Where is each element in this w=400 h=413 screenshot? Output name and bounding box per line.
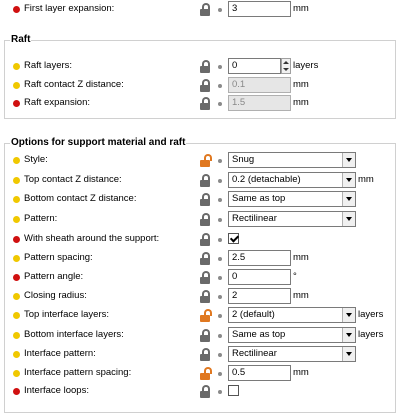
lock-icon[interactable] <box>200 3 210 16</box>
raft-contact-z-input[interactable]: 0.1 <box>228 77 291 93</box>
setting-row-sheath <box>0 230 400 250</box>
setting-label: First layer expansion: <box>24 3 115 14</box>
bullet-icon[interactable] <box>218 198 222 202</box>
setting-row-pattern <box>0 210 400 230</box>
lock-icon[interactable] <box>200 329 210 342</box>
unit-label: mm <box>293 252 309 263</box>
lock-icon[interactable] <box>200 348 210 361</box>
bullet-icon[interactable] <box>218 84 222 88</box>
mode-dot-expert <box>13 100 20 107</box>
setting-label: Closing radius: <box>24 290 87 301</box>
bullet-icon[interactable] <box>218 334 222 338</box>
mode-dot-simple <box>13 177 20 184</box>
mode-dot-expert <box>13 236 20 243</box>
setting-row-style <box>0 151 400 171</box>
setting-label: With sheath around the support: <box>24 233 160 244</box>
setting-label: Raft contact Z distance: <box>24 79 124 90</box>
interface-loops-checkbox[interactable] <box>228 385 239 396</box>
setting-label: Pattern angle: <box>24 271 84 282</box>
bullet-icon[interactable] <box>218 65 222 69</box>
unit-label: mm <box>293 3 309 14</box>
setting-label: Pattern spacing: <box>24 252 93 263</box>
setting-label: Pattern: <box>24 213 58 224</box>
setting-row-top-interface-layers <box>0 306 400 326</box>
setting-row-interface-pattern <box>0 345 400 365</box>
unit-label: mm <box>293 290 309 301</box>
lock-icon[interactable] <box>200 271 210 284</box>
setting-row-top-contact-z <box>0 171 400 191</box>
interface-pattern-select[interactable]: Rectilinear <box>228 346 356 362</box>
bullet-icon[interactable] <box>218 8 222 12</box>
setting-label: Bottom contact Z distance: <box>24 193 137 204</box>
pattern-angle-input[interactable]: 0 <box>228 269 291 285</box>
first-layer-expansion-input[interactable]: 3 <box>228 1 291 17</box>
style-select[interactable]: Snug <box>228 152 356 168</box>
lock-icon[interactable] <box>200 79 210 92</box>
setting-label: Bottom interface layers: <box>24 329 124 340</box>
setting-row-pattern-spacing <box>0 249 400 269</box>
bullet-icon[interactable] <box>218 390 222 394</box>
setting-row-interface-loops <box>0 382 400 402</box>
setting-row-raft-expansion <box>0 94 400 114</box>
setting-label: Style: <box>24 154 48 165</box>
chevron-down-icon <box>342 347 355 361</box>
bottom-interface-layers-select[interactable]: Same as top <box>228 327 356 343</box>
support-group-title: Options for support material and raft <box>11 137 186 148</box>
mode-dot-simple <box>13 370 20 377</box>
unit-label: mm <box>293 97 309 108</box>
lock-icon[interactable] <box>200 97 210 110</box>
mode-dot-simple <box>13 216 20 223</box>
closing-radius-input[interactable]: 2 <box>228 288 291 304</box>
chevron-down-icon <box>342 308 355 322</box>
setting-row-bottom-contact-z <box>0 190 400 210</box>
interface-pattern-spacing-input[interactable]: 0.5 <box>228 365 291 381</box>
bullet-icon[interactable] <box>218 238 222 242</box>
setting-row-first-layer-expansion <box>0 0 400 20</box>
setting-row-interface-pattern-spacing <box>0 364 400 384</box>
unlock-icon[interactable] <box>200 154 210 167</box>
bullet-icon[interactable] <box>218 314 222 318</box>
bullet-icon[interactable] <box>218 257 222 261</box>
mode-dot-simple <box>13 196 20 203</box>
unit-label: layers <box>358 329 384 340</box>
mode-dot-simple <box>13 312 20 319</box>
setting-label: Interface loops: <box>24 385 89 396</box>
bullet-icon[interactable] <box>218 295 222 299</box>
pattern-select[interactable]: Rectilinear <box>228 211 356 227</box>
spin-buttons[interactable] <box>281 58 291 74</box>
bullet-icon[interactable] <box>218 159 222 163</box>
mode-dot-simple <box>13 63 20 70</box>
bullet-icon[interactable] <box>218 276 222 280</box>
mode-dot-simple <box>13 293 20 300</box>
mode-dot-simple <box>13 157 20 164</box>
top-contact-z-select[interactable]: 0.2 (detachable) <box>228 172 356 188</box>
unit-label: mm <box>293 367 309 378</box>
unit-label: ° <box>293 271 297 282</box>
lock-icon[interactable] <box>200 174 210 187</box>
lock-icon[interactable] <box>200 290 210 303</box>
top-interface-layers-select[interactable]: 2 (default) <box>228 307 356 323</box>
setting-row-raft-layers <box>0 57 400 77</box>
chevron-down-icon <box>342 328 355 342</box>
setting-label: Top contact Z distance: <box>24 174 122 185</box>
chevron-down-icon <box>342 212 355 226</box>
mode-dot-expert <box>13 274 20 281</box>
bullet-icon[interactable] <box>218 353 222 357</box>
bullet-icon[interactable] <box>218 102 222 106</box>
mode-dot-simple <box>13 255 20 262</box>
setting-row-raft-contact-z <box>0 76 400 96</box>
unit-label: layers <box>358 309 384 320</box>
lock-icon[interactable] <box>200 252 210 265</box>
pattern-spacing-input[interactable]: 2.5 <box>228 250 291 266</box>
raft-group-title: Raft <box>11 34 31 45</box>
unit-label: mm <box>358 174 374 185</box>
unlock-icon[interactable] <box>200 309 210 322</box>
sheath-checkbox[interactable] <box>228 233 239 244</box>
setting-label: Raft expansion: <box>24 97 91 108</box>
setting-row-bottom-interface-layers <box>0 326 400 346</box>
bottom-contact-z-select[interactable]: Same as top <box>228 191 356 207</box>
mode-dot-simple <box>13 82 20 89</box>
raft-expansion-input[interactable]: 1.5 <box>228 95 291 111</box>
unit-label: mm <box>293 79 309 90</box>
setting-row-pattern-angle <box>0 268 400 288</box>
setting-label: Interface pattern: <box>24 348 96 359</box>
lock-icon[interactable] <box>200 60 210 73</box>
unlock-icon[interactable] <box>200 367 210 380</box>
mode-dot-simple <box>13 332 20 339</box>
chevron-down-icon <box>342 153 355 167</box>
bullet-icon[interactable] <box>218 179 222 183</box>
setting-label: Top interface layers: <box>24 309 110 320</box>
chevron-down-icon <box>342 173 355 187</box>
mode-dot-expert <box>13 388 20 395</box>
mode-dot-simple <box>13 351 20 358</box>
raft-layers-input[interactable]: 0 <box>228 58 281 74</box>
bullet-icon[interactable] <box>218 218 222 222</box>
setting-label: Interface pattern spacing: <box>24 367 132 378</box>
unit-label: layers <box>293 60 319 71</box>
lock-icon[interactable] <box>200 193 210 206</box>
setting-label: Raft layers: <box>24 60 73 71</box>
lock-icon[interactable] <box>200 233 210 246</box>
mode-dot-expert <box>13 6 20 13</box>
lock-icon[interactable] <box>200 385 210 398</box>
chevron-down-icon <box>342 192 355 206</box>
bullet-icon[interactable] <box>218 372 222 376</box>
lock-icon[interactable] <box>200 213 210 226</box>
setting-row-closing-radius <box>0 287 400 307</box>
